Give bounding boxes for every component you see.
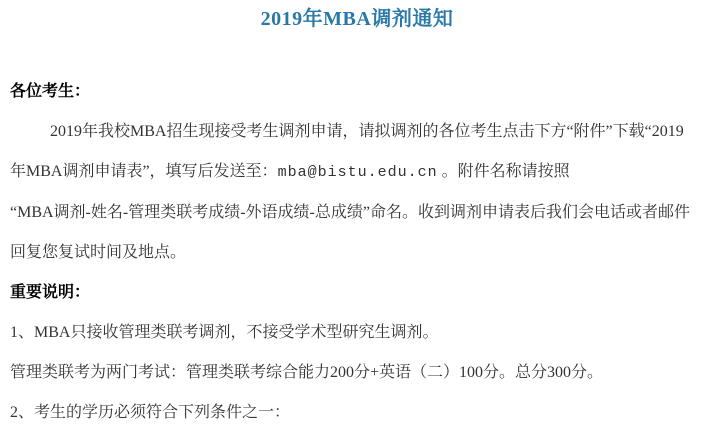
note-item-2-text: 2、考生的学历必须符合下列条件之一：	[10, 404, 291, 421]
note-item-1-text: 1、MBA只接收管理类联考调剂，不接受学术型研究生调剂。	[10, 324, 439, 341]
paragraph-line-2	[0, 152, 714, 193]
paragraph-line-3-text: “MBA调剂-姓名-管理类联考成绩-外语成绩-总成绩”命名。收到调剂申请表后我们会电话或者邮件	[10, 204, 690, 221]
paragraph-line-1-text: 2019年我校MBA招生现接受考生调剂申请，请拟调剂的各位考生点击下方“附件”下载“2019	[50, 123, 684, 140]
important-notes-heading: 重要说明：	[10, 284, 91, 301]
paragraph-line-4-text: 回复您复试时间及地点。	[10, 244, 187, 261]
page-title: 2019年MBA调剂通知	[260, 8, 454, 30]
paragraph-line-2-suffix: 。附件名称请按照	[437, 163, 570, 180]
notice-body	[0, 72, 714, 430]
paragraph-line-4	[0, 233, 714, 273]
note-item-2	[0, 393, 714, 430]
note-item-1	[0, 313, 714, 353]
note-exam-detail	[0, 353, 714, 393]
paragraph-line-3	[0, 193, 714, 233]
paragraph-line-1	[0, 112, 714, 152]
salutation: 各位考生：	[10, 83, 91, 100]
contact-email: mba@bistu.edu.cn	[277, 164, 438, 181]
note-exam-detail-text: 管理类联考为两门考试：管理类联考综合能力200分+英语（二）100分。总分300分。	[10, 364, 604, 381]
paragraph-line-2-prefix: 年MBA调剂申请表”，填写后发送至：	[10, 163, 278, 180]
